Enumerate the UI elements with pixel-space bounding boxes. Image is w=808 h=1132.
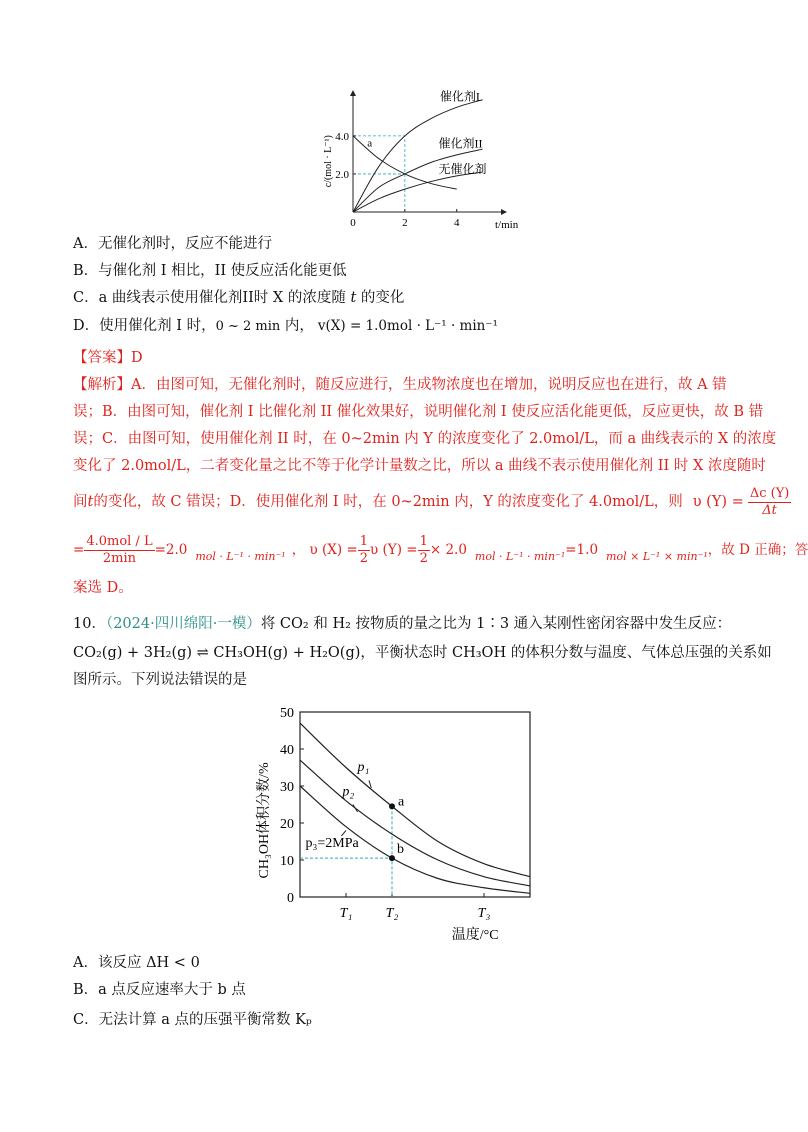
- c1-label-a: a: [367, 137, 373, 150]
- chart1-series: [353, 100, 483, 212]
- c2-point-b: [389, 855, 395, 861]
- q9-analysis-line5: 间 t 的变化，故 C 错误；D．使用催化剂 I 时，在 0~2min 内，Y 的浓度变化了 4.0mol/L，则 υ (Y) = $\frac{\Delta c (Y)}{\Delta t}$: [73, 485, 790, 518]
- chart1-labels: [323, 89, 519, 231]
- c1-y-arrow: [350, 90, 356, 96]
- c2-point-b-label: b: [397, 842, 404, 858]
- q9-answer: 【答案】D: [73, 350, 143, 366]
- q9-analysis-line2: 误；B．由图可知，催化剂 I 比催化剂 II 催化效果好，说明催化剂 I 使反应活化能更低，反应更快，故 B 错: [73, 404, 764, 420]
- c2-x-tick-label: T₁: [339, 906, 353, 921]
- q10-stem-line3: 图所示。下列说法错误的是: [73, 672, 247, 688]
- c1-x-arrow: [501, 209, 507, 215]
- c2-series-line: [300, 723, 530, 877]
- chart1: [305, 89, 519, 235]
- c2-point-a-label: a: [398, 794, 405, 810]
- c1-x-tick-label: 0: [350, 217, 356, 229]
- chart2: [250, 700, 550, 950]
- q9-analysis-line6: = $\frac{\text{4.0mol / L}}{2\min}$ =2.0 mol · L⁻¹ · min⁻¹ ， υ (X) = $\frac{1}{2}$ υ (Y) = $\frac{1}{2}$ × 2.0 mol · L⁻¹ · min⁻¹ =1.0 mol × L⁻¹ × min⁻¹ ，故 D 正确；答: [73, 533, 808, 566]
- c2-point-a: [389, 803, 395, 809]
- c2-y-tick-label: 10: [280, 854, 294, 869]
- q9-option-b: B．与催化剂 I 相比，II 使反应活化能更低: [73, 263, 347, 279]
- c1-label-none: 无催化剂: [438, 161, 487, 176]
- c1-x-tick-label: 4: [453, 217, 460, 229]
- chart2-series: [300, 723, 530, 893]
- c2-y-label: CH₃OH体积分数/%: [257, 762, 272, 879]
- c2-y-tick-label: 0: [287, 891, 294, 906]
- q9-option-c: C．a 曲线表示使用催化剂II时 X 的浓度随 t 的变化: [73, 290, 405, 306]
- c2-leader-p1: [369, 780, 371, 787]
- c2-x-tick-label: T₂: [385, 906, 399, 921]
- c2-x-tick-label: T₃: [477, 906, 491, 921]
- c1-label-cat1: 催化剂I: [439, 89, 480, 104]
- c1-y-label: c/(mol · L⁻¹): [323, 135, 334, 188]
- c2-y-tick-label: 50: [280, 706, 294, 721]
- c1-x-tick-label: 2: [402, 217, 408, 229]
- c1-y-tick-label: 2.0: [335, 168, 349, 181]
- c2-y-tick-label: 20: [280, 817, 294, 832]
- chart1-axes: [350, 90, 507, 215]
- q9-analysis-line4: 变化了 2.0mol/L，二者变化量之比不等于化学计量数之比，所以 a 曲线不表示使用催化剂 II 时 X 浓度随时: [73, 458, 766, 474]
- q9-analysis-line7: 案选 D。: [73, 580, 133, 596]
- c1-series-line: [353, 100, 483, 212]
- q9-option-d: D．使用催化剂 I 时，0 ~ 2 min 内， v(X) = 1.0mol · L⁻¹ · min⁻¹: [73, 318, 498, 334]
- c2-label-p3: p₃=2MPa: [305, 836, 359, 852]
- c2-label-p2: p₂: [342, 784, 355, 800]
- q10-stem-line1: 10．（2024·四川绵阳·一模）将 CO₂ 和 H₂ 按物质的量之比为 1∶3 通入某刚性密闭容器中发生反应：: [73, 616, 732, 632]
- q9-analysis-line3: 误；C．由图可知，使用催化剂 II 时，在 0~2min 内 Y 的浓度变化了 2.0mol/L，而 a 曲线表示的 X 的浓度: [73, 431, 777, 447]
- c1-y-tick-label: 4.0: [335, 130, 349, 143]
- q10-option-b: B．a 点反应速率大于 b 点: [73, 982, 246, 998]
- c1-x-label: t/min: [495, 219, 519, 231]
- c1-label-cat2: 催化剂II: [438, 136, 483, 151]
- q10-option-a: A．该反应 ΔH < 0: [73, 955, 200, 971]
- c2-label-p1: p₁: [357, 760, 370, 776]
- c2-x-label: 温度/°C: [451, 928, 499, 943]
- c1-series-line: [353, 149, 483, 212]
- q9-analysis-line1: 【解析】A．由图可知，无催化剂时，随反应进行，生成物浓度也在增加，说明反应也在进行，故 A 错: [73, 377, 727, 393]
- c2-y-tick-label: 40: [280, 743, 294, 758]
- q10-option-c: C．无法计算 a 点的压强平衡常数 Kₚ: [73, 1012, 312, 1028]
- c2-y-tick-label: 30: [280, 780, 294, 795]
- c1-series-line: [353, 172, 483, 212]
- q9-option-a: A．无催化剂时，反应不能进行: [73, 236, 272, 252]
- q10-stem-line2: CO₂(g) + 3H₂(g) ⇌ CH₃OH(g) + H₂O(g)，平衡状态时 CH₃OH 的体积分数与温度、气体总压强的关系如: [73, 645, 772, 661]
